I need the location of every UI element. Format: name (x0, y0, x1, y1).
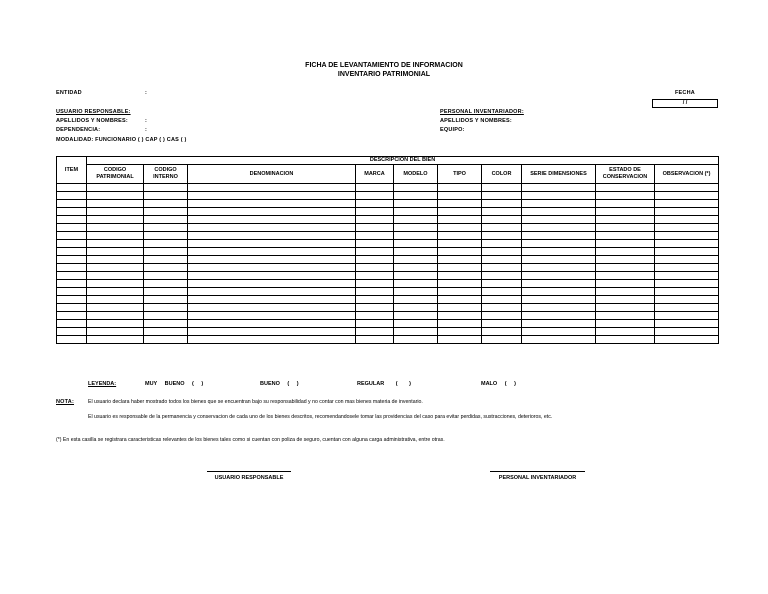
form-subtitle: INVENTARIO PATRIMONIAL (337, 71, 431, 78)
table-cell[interactable] (438, 200, 482, 208)
table-cell[interactable] (188, 320, 356, 328)
table-cell[interactable] (522, 248, 596, 256)
col-tipo: TIPO (438, 165, 482, 184)
table-cell[interactable] (394, 272, 438, 280)
table-cell[interactable] (482, 240, 522, 248)
table-cell[interactable] (655, 200, 719, 208)
table-cell[interactable] (522, 232, 596, 240)
table-cell[interactable] (482, 208, 522, 216)
table-cell[interactable] (522, 240, 596, 248)
col-estado-conservacion: ESTADO DE CONSERVACION (596, 165, 655, 184)
table-cell[interactable] (57, 192, 87, 200)
table-cell[interactable] (482, 216, 522, 224)
table-cell[interactable] (57, 336, 87, 344)
table-cell[interactable] (522, 256, 596, 264)
table-cell[interactable] (482, 288, 522, 296)
table-cell[interactable] (438, 320, 482, 328)
table-cell[interactable] (655, 248, 719, 256)
table-row (57, 296, 719, 304)
modalidad-label: MODALIDAD: FUNCIONARIO ( ) CAP ( ) CAS ( ) (56, 137, 187, 143)
table-cell[interactable] (356, 240, 394, 248)
table-cell[interactable] (655, 192, 719, 200)
table-cell[interactable] (188, 240, 356, 248)
table-cell[interactable] (394, 296, 438, 304)
apellidos-colon: : (145, 118, 148, 124)
table-row (57, 272, 719, 280)
table-cell[interactable] (87, 256, 144, 264)
table-cell[interactable] (356, 336, 394, 344)
table-cell[interactable] (57, 256, 87, 264)
table-cell[interactable] (394, 192, 438, 200)
nota-line-2: El usuario es responsable de la permanencia y conservacion de cada uno de los bienes descritos, recomendandosele tomar las providencias del caso para evitar perdidas, sustracciones, deterioros, etc. (88, 414, 553, 420)
table-cell[interactable] (87, 304, 144, 312)
table-cell[interactable] (57, 248, 87, 256)
table-cell[interactable] (596, 224, 655, 232)
table-cell[interactable] (596, 336, 655, 344)
table-cell[interactable] (596, 296, 655, 304)
table-row (57, 208, 719, 216)
table-row (57, 224, 719, 232)
table-cell[interactable] (144, 208, 188, 216)
table-cell[interactable] (482, 320, 522, 328)
table-cell[interactable] (57, 232, 87, 240)
table-cell[interactable] (57, 288, 87, 296)
table-cell[interactable] (482, 256, 522, 264)
fecha-label: FECHA (675, 90, 695, 96)
table-cell[interactable] (482, 304, 522, 312)
table-cell[interactable] (482, 272, 522, 280)
table-cell[interactable] (57, 296, 87, 304)
table-cell[interactable] (87, 200, 144, 208)
table-cell[interactable] (655, 336, 719, 344)
table-cell[interactable] (655, 224, 719, 232)
table-cell[interactable] (188, 192, 356, 200)
table-row (57, 184, 719, 192)
nota-line-1: El usuario declara haber mostrado todos los bienes que se encuentran bajo su responsabilidad y no contar con mas bienes materia de inventario. (88, 399, 423, 405)
table-row (57, 200, 719, 208)
table-row (57, 256, 719, 264)
table-cell[interactable] (596, 312, 655, 320)
table-row (57, 304, 719, 312)
table-cell[interactable] (596, 280, 655, 288)
equipo-label: EQUIPO: (440, 127, 465, 133)
table-cell[interactable] (438, 336, 482, 344)
table-cell[interactable] (144, 192, 188, 200)
table-row (57, 312, 719, 320)
inventory-table (56, 156, 719, 344)
table-cell[interactable] (356, 256, 394, 264)
table-cell[interactable] (438, 296, 482, 304)
table-cell[interactable] (655, 312, 719, 320)
table-cell[interactable] (596, 192, 655, 200)
table-cell[interactable] (394, 256, 438, 264)
table-cell[interactable] (144, 240, 188, 248)
table-cell[interactable] (356, 216, 394, 224)
table-cell[interactable] (394, 208, 438, 216)
table-cell[interactable] (144, 264, 188, 272)
table-cell[interactable] (655, 296, 719, 304)
table-cell[interactable] (482, 312, 522, 320)
col-color: COLOR (482, 165, 522, 184)
table-cell[interactable] (655, 216, 719, 224)
table-cell[interactable] (438, 264, 482, 272)
table-cell[interactable] (144, 256, 188, 264)
table-cell[interactable] (394, 320, 438, 328)
table-cell[interactable] (87, 232, 144, 240)
table-cell[interactable] (655, 264, 719, 272)
table-cell[interactable] (482, 336, 522, 344)
table-cell[interactable] (188, 312, 356, 320)
table-cell[interactable] (522, 208, 596, 216)
table-cell[interactable] (438, 272, 482, 280)
table-cell[interactable] (522, 224, 596, 232)
table-cell[interactable] (394, 304, 438, 312)
table-cell[interactable] (438, 304, 482, 312)
table-cell[interactable] (655, 272, 719, 280)
table-cell[interactable] (482, 192, 522, 200)
table-cell[interactable] (356, 328, 394, 336)
table-cell[interactable] (144, 312, 188, 320)
table-cell[interactable] (356, 280, 394, 288)
table-cell[interactable] (87, 272, 144, 280)
col-codigo-patrimonial: CODIGO PATRIMONIAL (87, 165, 144, 184)
table-cell[interactable] (438, 288, 482, 296)
table-cell[interactable] (188, 200, 356, 208)
table-cell[interactable] (596, 304, 655, 312)
table-cell[interactable] (394, 240, 438, 248)
table-cell[interactable] (596, 248, 655, 256)
table-cell[interactable] (87, 336, 144, 344)
table-cell[interactable] (188, 248, 356, 256)
table-cell[interactable] (144, 248, 188, 256)
table-cell[interactable] (596, 320, 655, 328)
table-cell[interactable] (356, 200, 394, 208)
table-row (57, 264, 719, 272)
table-cell[interactable] (87, 184, 144, 192)
col-denominacion: DENOMINACION (188, 165, 356, 184)
table-cell[interactable] (394, 312, 438, 320)
dependencia-colon: : (145, 127, 148, 133)
table-cell[interactable] (356, 184, 394, 192)
col-serie-dimensiones: SERIE DIMENSIONES (522, 165, 596, 184)
table-cell[interactable] (482, 224, 522, 232)
table-cell[interactable] (438, 208, 482, 216)
table-cell[interactable] (57, 200, 87, 208)
col-item: ITEM (57, 157, 87, 184)
table-cell[interactable] (522, 200, 596, 208)
table-cell[interactable] (596, 272, 655, 280)
table-cell[interactable] (655, 288, 719, 296)
table-cell[interactable] (57, 224, 87, 232)
table-cell[interactable] (655, 208, 719, 216)
table-cell[interactable] (188, 328, 356, 336)
table-cell[interactable] (522, 296, 596, 304)
table-cell[interactable] (188, 296, 356, 304)
table-cell[interactable] (87, 248, 144, 256)
table-cell[interactable] (188, 208, 356, 216)
table-cell[interactable] (482, 184, 522, 192)
leyenda-regular: REGULAR ( ) (357, 381, 411, 387)
table-cell[interactable] (57, 184, 87, 192)
table-cell[interactable] (438, 232, 482, 240)
table-cell[interactable] (522, 264, 596, 272)
table-cell[interactable] (482, 280, 522, 288)
signature-line-usuario (207, 471, 291, 472)
form-title: FICHA DE LEVANTAMIENTO DE INFORMACION (305, 62, 463, 69)
table-cell[interactable] (596, 264, 655, 272)
table-cell[interactable] (57, 272, 87, 280)
table-cell[interactable] (87, 320, 144, 328)
table-cell[interactable] (394, 288, 438, 296)
table-cell[interactable] (522, 184, 596, 192)
table-cell[interactable] (394, 264, 438, 272)
table-cell[interactable] (438, 280, 482, 288)
table-cell[interactable] (144, 288, 188, 296)
table-cell[interactable] (87, 216, 144, 224)
table-cell[interactable] (356, 320, 394, 328)
table-body (57, 184, 719, 344)
table-cell[interactable] (522, 288, 596, 296)
table-cell[interactable] (596, 240, 655, 248)
table-cell[interactable] (438, 216, 482, 224)
table-cell[interactable] (394, 248, 438, 256)
table-cell[interactable] (596, 232, 655, 240)
table-cell[interactable] (188, 336, 356, 344)
table-cell[interactable] (394, 232, 438, 240)
table-cell[interactable] (57, 240, 87, 248)
table-cell[interactable] (482, 264, 522, 272)
table-cell[interactable] (356, 264, 394, 272)
table-row (57, 336, 719, 344)
table-cell[interactable] (394, 216, 438, 224)
table-cell[interactable] (87, 264, 144, 272)
table-cell[interactable] (144, 328, 188, 336)
table-cell[interactable] (356, 304, 394, 312)
table-cell[interactable] (522, 320, 596, 328)
table-cell[interactable] (57, 216, 87, 224)
table-cell[interactable] (522, 336, 596, 344)
table-cell[interactable] (655, 232, 719, 240)
table-cell[interactable] (188, 256, 356, 264)
table-cell[interactable] (394, 280, 438, 288)
table-cell[interactable] (188, 288, 356, 296)
leyenda-label: LEYENDA: (88, 381, 117, 387)
table-cell[interactable] (438, 184, 482, 192)
table-cell[interactable] (522, 272, 596, 280)
table-cell[interactable] (482, 296, 522, 304)
table-cell[interactable] (144, 320, 188, 328)
table-cell[interactable] (188, 216, 356, 224)
table-cell[interactable] (438, 240, 482, 248)
col-modelo: MODELO (394, 165, 438, 184)
table-cell[interactable] (87, 224, 144, 232)
table-cell[interactable] (57, 264, 87, 272)
table-cell[interactable] (144, 232, 188, 240)
table-cell[interactable] (522, 280, 596, 288)
signature-inventariador-label: PERSONAL INVENTARIADOR (498, 475, 577, 481)
table-cell[interactable] (596, 200, 655, 208)
table-row (57, 280, 719, 288)
table-cell[interactable] (57, 304, 87, 312)
table-cell[interactable] (144, 224, 188, 232)
table-cell[interactable] (438, 192, 482, 200)
table-cell[interactable] (356, 192, 394, 200)
table-cell[interactable] (438, 312, 482, 320)
table-row (57, 192, 719, 200)
table-cell[interactable] (87, 296, 144, 304)
table-cell[interactable] (596, 208, 655, 216)
table-cell[interactable] (394, 200, 438, 208)
entidad-label: ENTIDAD (56, 90, 82, 96)
entidad-colon: : (145, 90, 148, 96)
table-cell[interactable] (188, 232, 356, 240)
table-cell[interactable] (522, 192, 596, 200)
table-cell[interactable] (87, 288, 144, 296)
table-cell[interactable] (188, 280, 356, 288)
col-marca: MARCA (356, 165, 394, 184)
table-cell[interactable] (144, 280, 188, 288)
table-cell[interactable] (87, 240, 144, 248)
table-cell[interactable] (482, 328, 522, 336)
table-cell[interactable] (438, 248, 482, 256)
table-cell[interactable] (188, 264, 356, 272)
usuario-responsable-label: USUARIO RESPONSABLE: (56, 109, 131, 115)
table-cell[interactable] (394, 336, 438, 344)
table-row (57, 288, 719, 296)
signature-usuario-label: USUARIO RESPONSABLE (214, 475, 284, 481)
table-cell[interactable] (57, 328, 87, 336)
table-cell[interactable] (356, 312, 394, 320)
table-cell[interactable] (87, 328, 144, 336)
table-row (57, 232, 719, 240)
table-cell[interactable] (394, 184, 438, 192)
table-cell[interactable] (356, 224, 394, 232)
table-cell[interactable] (522, 216, 596, 224)
table-cell[interactable] (596, 184, 655, 192)
table-cell[interactable] (87, 312, 144, 320)
col-codigo-interno: CODIGO INTERNO (144, 165, 188, 184)
table-cell[interactable] (482, 232, 522, 240)
footnote: (*) En esta casilla se registrara caracteristicas relevantes de los bienes tales como si cuentan con poliza de seguro, cuentan con alguna carga administrativa, entre otras. (56, 437, 445, 443)
table-cell[interactable] (57, 280, 87, 288)
leyenda-malo: MALO ( ) (481, 381, 516, 387)
table-cell[interactable] (356, 208, 394, 216)
dependencia-label: DEPENDENCIA: (56, 127, 101, 133)
table-cell[interactable] (655, 304, 719, 312)
table-cell[interactable] (394, 224, 438, 232)
table-cell[interactable] (596, 256, 655, 264)
table-cell[interactable] (57, 208, 87, 216)
descripcion-bien-header: DESCRIPCION DEL BIEN (87, 157, 719, 165)
table-cell[interactable] (144, 216, 188, 224)
signature-line-inventariador (490, 471, 585, 472)
table-cell[interactable] (87, 192, 144, 200)
table-cell[interactable] (394, 328, 438, 336)
table-cell[interactable] (438, 256, 482, 264)
table-cell[interactable] (596, 328, 655, 336)
table-cell[interactable] (144, 200, 188, 208)
table-cell[interactable] (596, 216, 655, 224)
table-cell[interactable] (144, 272, 188, 280)
table-cell[interactable] (356, 296, 394, 304)
leyenda-bueno: BUENO ( ) (260, 381, 299, 387)
table-cell[interactable] (522, 304, 596, 312)
table-cell[interactable] (144, 336, 188, 344)
table-cell[interactable] (596, 288, 655, 296)
table-row (57, 240, 719, 248)
table-cell[interactable] (188, 224, 356, 232)
table-cell[interactable] (356, 248, 394, 256)
table-cell[interactable] (144, 296, 188, 304)
table-cell[interactable] (356, 232, 394, 240)
leyenda-muy-bueno: MUY BUENO ( ) (145, 381, 204, 387)
nota-label: NOTA: (56, 399, 75, 405)
apellidos-nombres-label: APELLIDOS Y NOMBRES: (56, 118, 128, 124)
table-row (57, 328, 719, 336)
table-cell[interactable] (482, 200, 522, 208)
table-cell[interactable] (655, 256, 719, 264)
personal-inventariador-label: PERSONAL INVENTARIADOR: (440, 109, 524, 115)
table-cell[interactable] (655, 184, 719, 192)
table-cell[interactable] (188, 184, 356, 192)
table-cell[interactable] (356, 272, 394, 280)
table-row (57, 320, 719, 328)
table-row (57, 248, 719, 256)
table-cell[interactable] (188, 272, 356, 280)
table-cell[interactable] (522, 312, 596, 320)
table-cell[interactable] (438, 328, 482, 336)
table-row (57, 216, 719, 224)
table-cell[interactable] (87, 208, 144, 216)
table-cell[interactable] (144, 304, 188, 312)
table-cell[interactable] (188, 304, 356, 312)
table-cell[interactable] (57, 312, 87, 320)
table-cell[interactable] (655, 328, 719, 336)
table-cell[interactable] (655, 240, 719, 248)
table-cell[interactable] (57, 320, 87, 328)
table-cell[interactable] (522, 328, 596, 336)
table-cell[interactable] (87, 280, 144, 288)
inventariador-apellidos-label: APELLIDOS Y NOMBRES: (440, 118, 512, 124)
col-observacion: OBSERVACION (*) (655, 165, 719, 184)
fecha-field[interactable]: / / (652, 99, 718, 108)
table-cell[interactable] (655, 320, 719, 328)
table-cell[interactable] (438, 224, 482, 232)
table-cell[interactable] (356, 288, 394, 296)
table-cell[interactable] (655, 280, 719, 288)
table-cell[interactable] (482, 248, 522, 256)
table-cell[interactable] (144, 184, 188, 192)
